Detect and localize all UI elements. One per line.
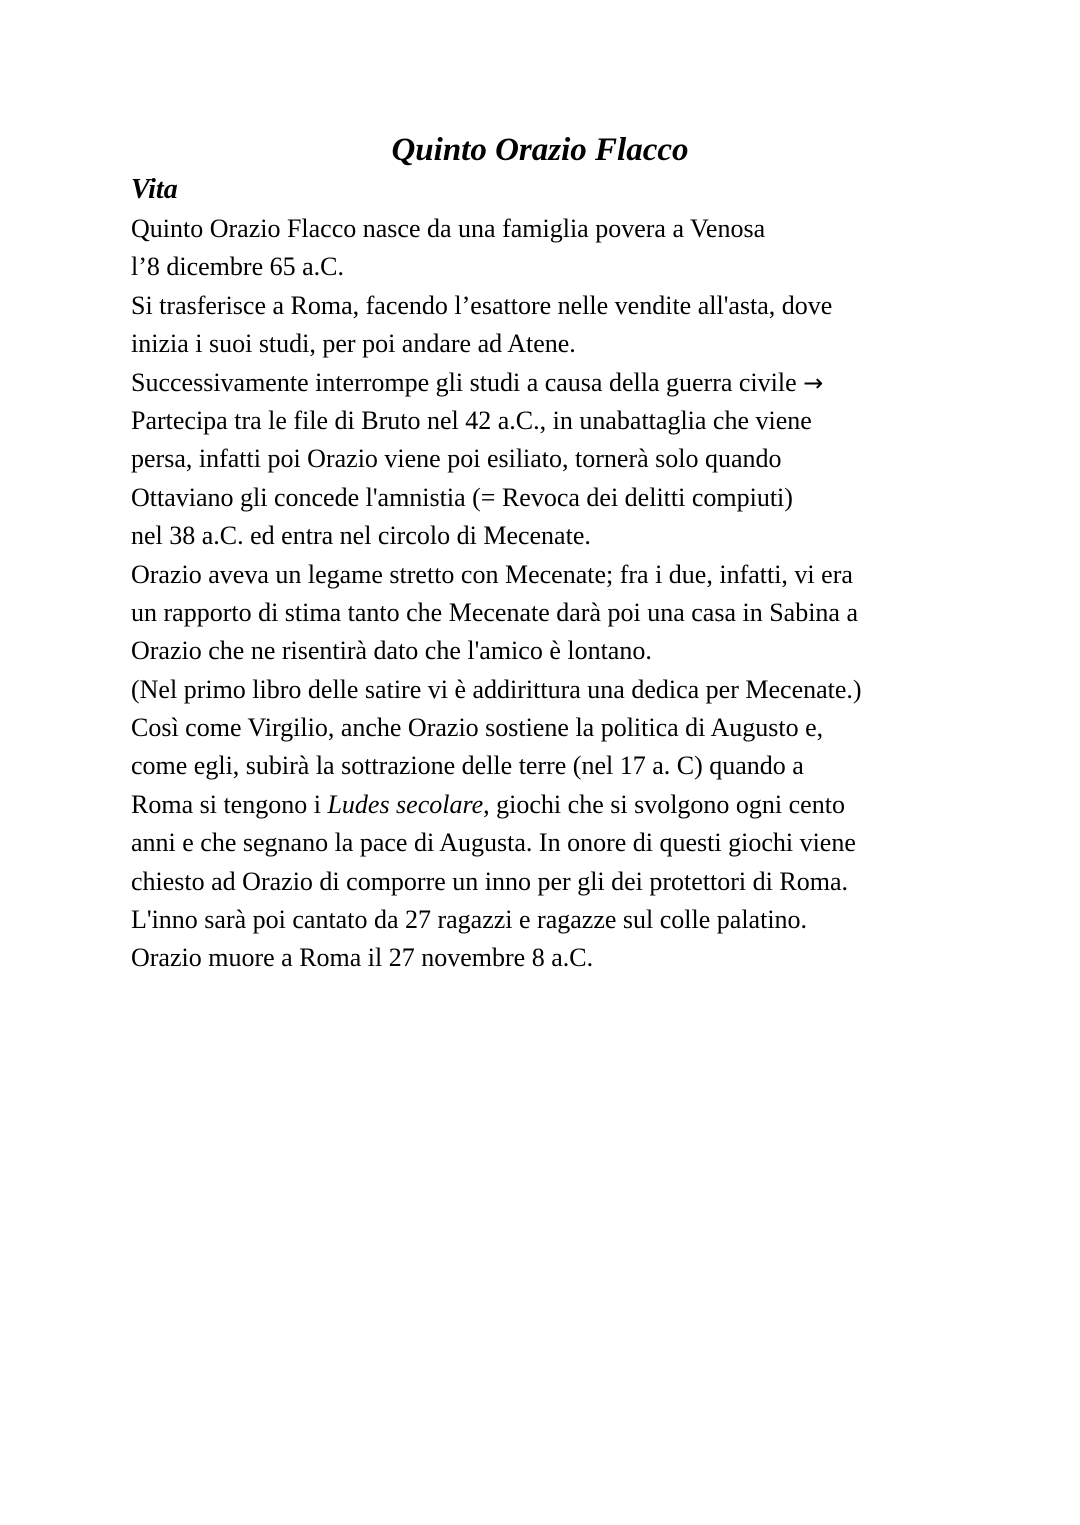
text-line-segment: Roma si tengono i <box>131 789 328 819</box>
text-line-segment: Successivamente interrompe gli studi a causa della guerra civile <box>131 367 797 397</box>
text-line: L'inno sarà poi cantato da 27 ragazzi e ragazze sul colle palatino. <box>131 905 808 935</box>
text-line: (Nel primo libro delle satire vi è addirittura una dedica per Mecenate.) <box>131 674 862 704</box>
text-line: Quinto Orazio Flacco nasce da una famiglia povera a Venosa <box>131 214 766 243</box>
text-line: come egli, subirà la sottrazione delle terre (nel 17 a. C) quando a <box>131 751 804 781</box>
text-line-with-arrow <box>131 364 991 402</box>
text-line: Orazio aveva un legame stretto con Mecenate; fra i due, infatti, vi era <box>131 559 853 589</box>
text-line: Partecipa tra le file di Bruto nel 42 a.C., in unabattaglia che viene <box>131 405 812 435</box>
right-arrow-icon: → <box>803 368 824 397</box>
section-heading: Vita <box>131 174 178 205</box>
text-line: Orazio che ne risentirà dato che l'amico è lontano. <box>131 636 652 666</box>
text-line: anni e che segnano la pace di Augusta. In onore di questi giochi viene <box>131 828 856 858</box>
text-line: un rapporto di stima tanto che Mecenate darà poi una casa in Sabina a <box>131 597 859 627</box>
text-line: persa, infatti poi Orazio viene poi esiliato, tornerà solo quando <box>131 444 782 474</box>
text-line: nel 38 a.C. ed entra nel circolo di Mecenate. <box>131 521 591 551</box>
text-line: Si trasferisce a Roma, facendo l’esattore nelle vendite all'asta, dove <box>131 290 833 320</box>
text-line: Ottaviano gli concede l'amnistia (= Revoca dei delitti compiuti) <box>131 482 793 512</box>
text-line: inizia i suoi studi, per poi andare ad Atene. <box>131 329 576 359</box>
text-line: Così come Virgilio, anche Orazio sostiene la politica di Augusto e, <box>131 713 824 743</box>
text-line-with-italic <box>131 786 991 824</box>
text-line-segment: , giochi che si svolgono ogni cento <box>483 789 845 819</box>
text-line: Orazio muore a Roma il 27 novembre 8 a.C. <box>131 943 594 973</box>
body-text <box>131 210 991 978</box>
text-line: l’8 dicembre 65 a.C. <box>131 252 344 282</box>
italic-term: Ludes secolare <box>327 789 484 819</box>
text-line: chiesto ad Orazio di comporre un inno per gli dei protettori di Roma. <box>131 866 848 896</box>
document-title: Quinto Orazio Flacco <box>391 132 689 168</box>
